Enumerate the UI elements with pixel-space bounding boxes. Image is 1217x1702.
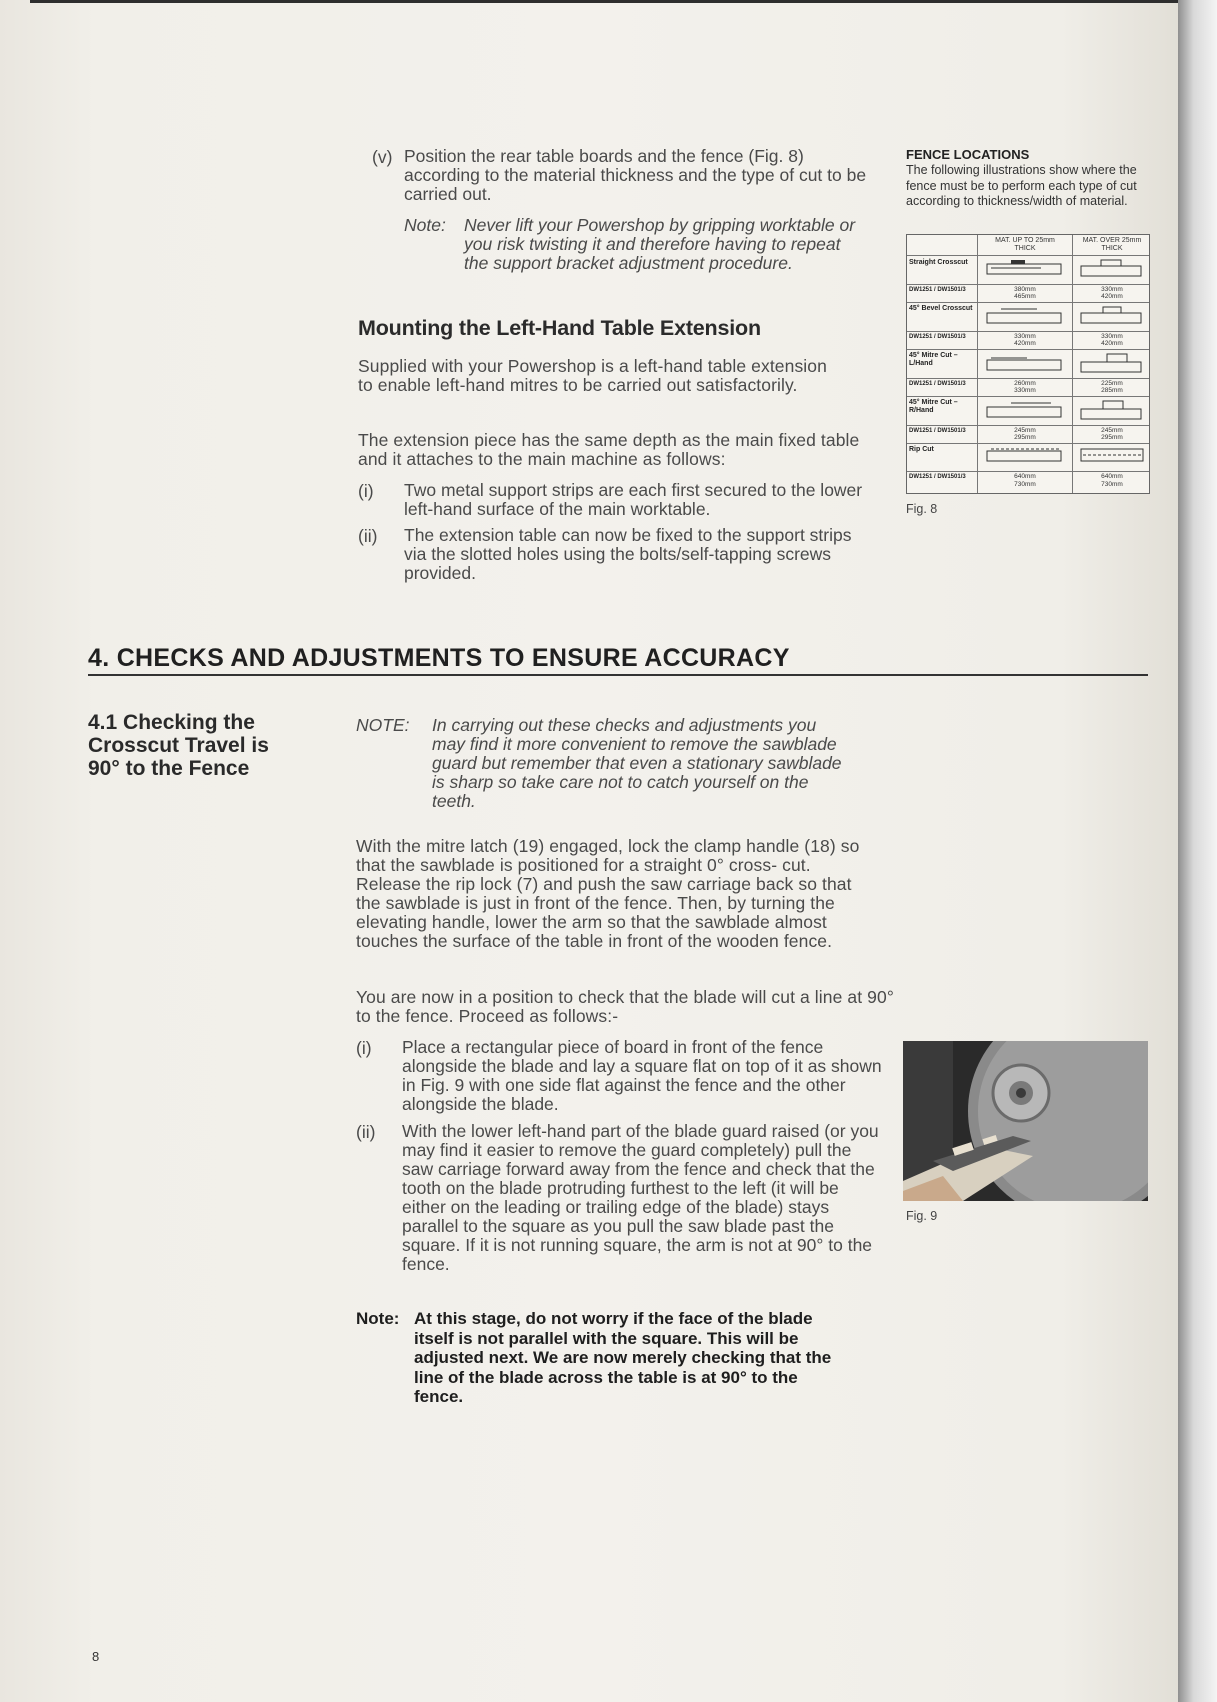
paragraph: The extension piece has the same depth as the main fixed table and it attaches to the main machine as follows: — [358, 430, 860, 469]
item-text: With the lower left-hand part of the blade guard raised (or you may find it easier to remove the guard completely) pull the saw carriage forward away from the fence and check that the tooth on the blade protruding furthest to the left (it will be either on the leading or trailing edge of the blade) stays parallel to the square as you pull the saw blade past the square. If it is not running square, the arm is not at 90° to the fence. — [402, 1121, 879, 1274]
item-number: (i) — [356, 1038, 372, 1058]
note-block — [404, 216, 864, 296]
value: 330mm — [1014, 333, 1036, 340]
table-rule — [907, 471, 1149, 472]
item-text: Place a rectangular piece of board in front of the fence alongside the blade and lay a square flat on top of it as shown in Fig. 9 with one side flat against the fence and the other alongside the blade. — [402, 1037, 882, 1114]
value: 730mm — [1014, 481, 1036, 488]
table-rule — [907, 443, 1149, 444]
list-item — [358, 481, 898, 521]
item-text: Position the rear table boards and the fence (Fig. 8) according to the material thickness and the type of cut to be carried out. — [404, 146, 867, 204]
table-header: MAT. UP TO 25mm THICK — [995, 237, 1055, 252]
cut-type-label: Straight Crosscut — [909, 259, 968, 266]
fig9-caption: Fig. 9 — [906, 1209, 938, 1223]
table-rule — [907, 396, 1149, 397]
value: 285mm — [1101, 387, 1123, 394]
fence-diagram — [981, 352, 1069, 376]
fig8-fence-table — [906, 234, 1150, 494]
cut-type-label: 45° Bevel Crosscut — [909, 305, 973, 312]
page-top-edge — [30, 0, 1178, 3]
note-label: Note: — [404, 215, 446, 235]
table-rule — [907, 302, 1149, 303]
table-rule — [907, 255, 1149, 256]
page-number: 8 — [92, 1649, 100, 1664]
item-number: (ii) — [356, 1122, 376, 1142]
paragraph: Supplied with your Powershop is a left-hand table extension to enable left-hand mitres to be carried out satisfactorily. — [358, 356, 827, 395]
item-number: (i) — [358, 481, 374, 501]
value: 330mm — [1101, 333, 1123, 340]
cut-type-label: 45° Mitre Cut – R/Hand — [909, 399, 958, 414]
bold-note-text: At this stage, do not worry if the face of the blade itself is not parallel with the square. This will be adjusted next. We are now merely checking that the line of the blade across the table is at 90° to the fence. — [414, 1309, 832, 1406]
table-rule — [907, 425, 1149, 426]
value: 420mm — [1101, 340, 1123, 347]
note-block — [356, 716, 876, 816]
value: 330mm — [1014, 387, 1036, 394]
item-number: (v) — [372, 147, 393, 167]
item-v — [372, 147, 872, 209]
model-label: DW1251 / DW1501/3 — [909, 287, 966, 293]
sidebar-title: FENCE LOCATIONS — [906, 147, 1030, 162]
list-item — [356, 1038, 886, 1118]
value: 245mm — [1101, 427, 1123, 434]
value: 330mm — [1101, 286, 1123, 293]
saw-blade-illustration — [903, 1041, 1148, 1201]
bold-note — [356, 1309, 876, 1419]
sidebar-text: The following illustrations show where the fence must be to perform each type of cut according to thickness/width of material. — [906, 163, 1137, 208]
bold-note-label: Note: — [356, 1309, 400, 1328]
model-label: DW1251 / DW1501/3 — [909, 381, 966, 387]
section-title: 4. CHECKS AND ADJUSTMENTS TO ENSURE ACCURACY — [88, 644, 790, 672]
note-label: NOTE: — [356, 715, 410, 735]
item-text: Two metal support strips are each first secured to the lower left-hand surface of the main worktable. — [404, 480, 863, 519]
table-rule — [907, 331, 1149, 332]
table-header: MAT. OVER 25mm THICK — [1082, 237, 1142, 252]
fence-diagram — [1077, 305, 1147, 329]
value: 465mm — [1014, 293, 1036, 300]
value: 295mm — [1014, 434, 1036, 441]
paragraph: With the mitre latch (19) engaged, lock the clamp handle (18) so that the sawblade is positioned for a straight 0° cross- cut. Release the rip lock (7) and push the saw carriage back so that the sawblade is just in front of the fence. Then, by turning the elevating handle, lower the arm so that the sawblade almost touches the surface of the table in front of the wooden fence. — [356, 836, 860, 951]
value: 730mm — [1101, 481, 1123, 488]
item-text: The extension table can now be fixed to the support strips via the slotted holes using the bolts/self-tapping screws provided. — [404, 525, 852, 583]
note-text: In carrying out these checks and adjustments you may find it more convenient to remove the sawblade guard but remember that even a stationary sawblade is sharp so take care not to catch yourself on the teeth. — [432, 715, 842, 811]
value: 245mm — [1014, 427, 1036, 434]
fence-diagram — [981, 258, 1069, 282]
table-divider — [977, 235, 978, 493]
value: 260mm — [1014, 380, 1036, 387]
table-rule — [907, 378, 1149, 379]
table-divider — [1072, 235, 1073, 493]
fence-diagram — [1077, 258, 1147, 282]
note-text: Never lift your Powershop by gripping worktable or you risk twisting it and therefore having to repeat the support bracket adjustment procedure. — [464, 215, 856, 273]
fence-diagram — [981, 445, 1069, 469]
model-label: DW1251 / DW1501/3 — [909, 334, 966, 340]
value: 295mm — [1101, 434, 1123, 441]
value: 640mm — [1014, 473, 1036, 480]
fence-diagram — [1077, 399, 1147, 423]
section-heading-mounting: Mounting the Left-Hand Table Extension — [358, 316, 761, 340]
value: 380mm — [1014, 286, 1036, 293]
fig8-caption: Fig. 8 — [906, 502, 938, 516]
model-label: DW1251 / DW1501/3 — [909, 474, 966, 480]
binding-edge — [1178, 0, 1217, 1702]
value: 225mm — [1101, 380, 1123, 387]
fig9-photo — [903, 1041, 1148, 1201]
value: 420mm — [1014, 340, 1036, 347]
subsection-heading: 4.1 Checking the Crosscut Travel is 90° to the Fence — [88, 711, 269, 780]
table-rule — [907, 284, 1149, 285]
section-rule — [88, 674, 1148, 676]
paragraph: You are now in a position to check that the blade will cut a line at 90° to the fence. Proceed as follows:- — [356, 987, 894, 1026]
item-number: (ii) — [358, 526, 378, 546]
list-item — [356, 1122, 886, 1312]
fence-diagram — [1077, 445, 1147, 469]
value: 640mm — [1101, 473, 1123, 480]
value: 420mm — [1101, 293, 1123, 300]
list-item — [358, 526, 898, 586]
table-rule — [907, 349, 1149, 350]
fence-diagram — [981, 305, 1069, 329]
cut-type-label: Rip Cut — [909, 446, 934, 453]
fence-diagram — [1077, 352, 1147, 376]
model-label: DW1251 / DW1501/3 — [909, 428, 966, 434]
cut-type-label: 45° Mitre Cut – L/Hand — [909, 352, 958, 367]
fence-diagram — [981, 399, 1069, 423]
